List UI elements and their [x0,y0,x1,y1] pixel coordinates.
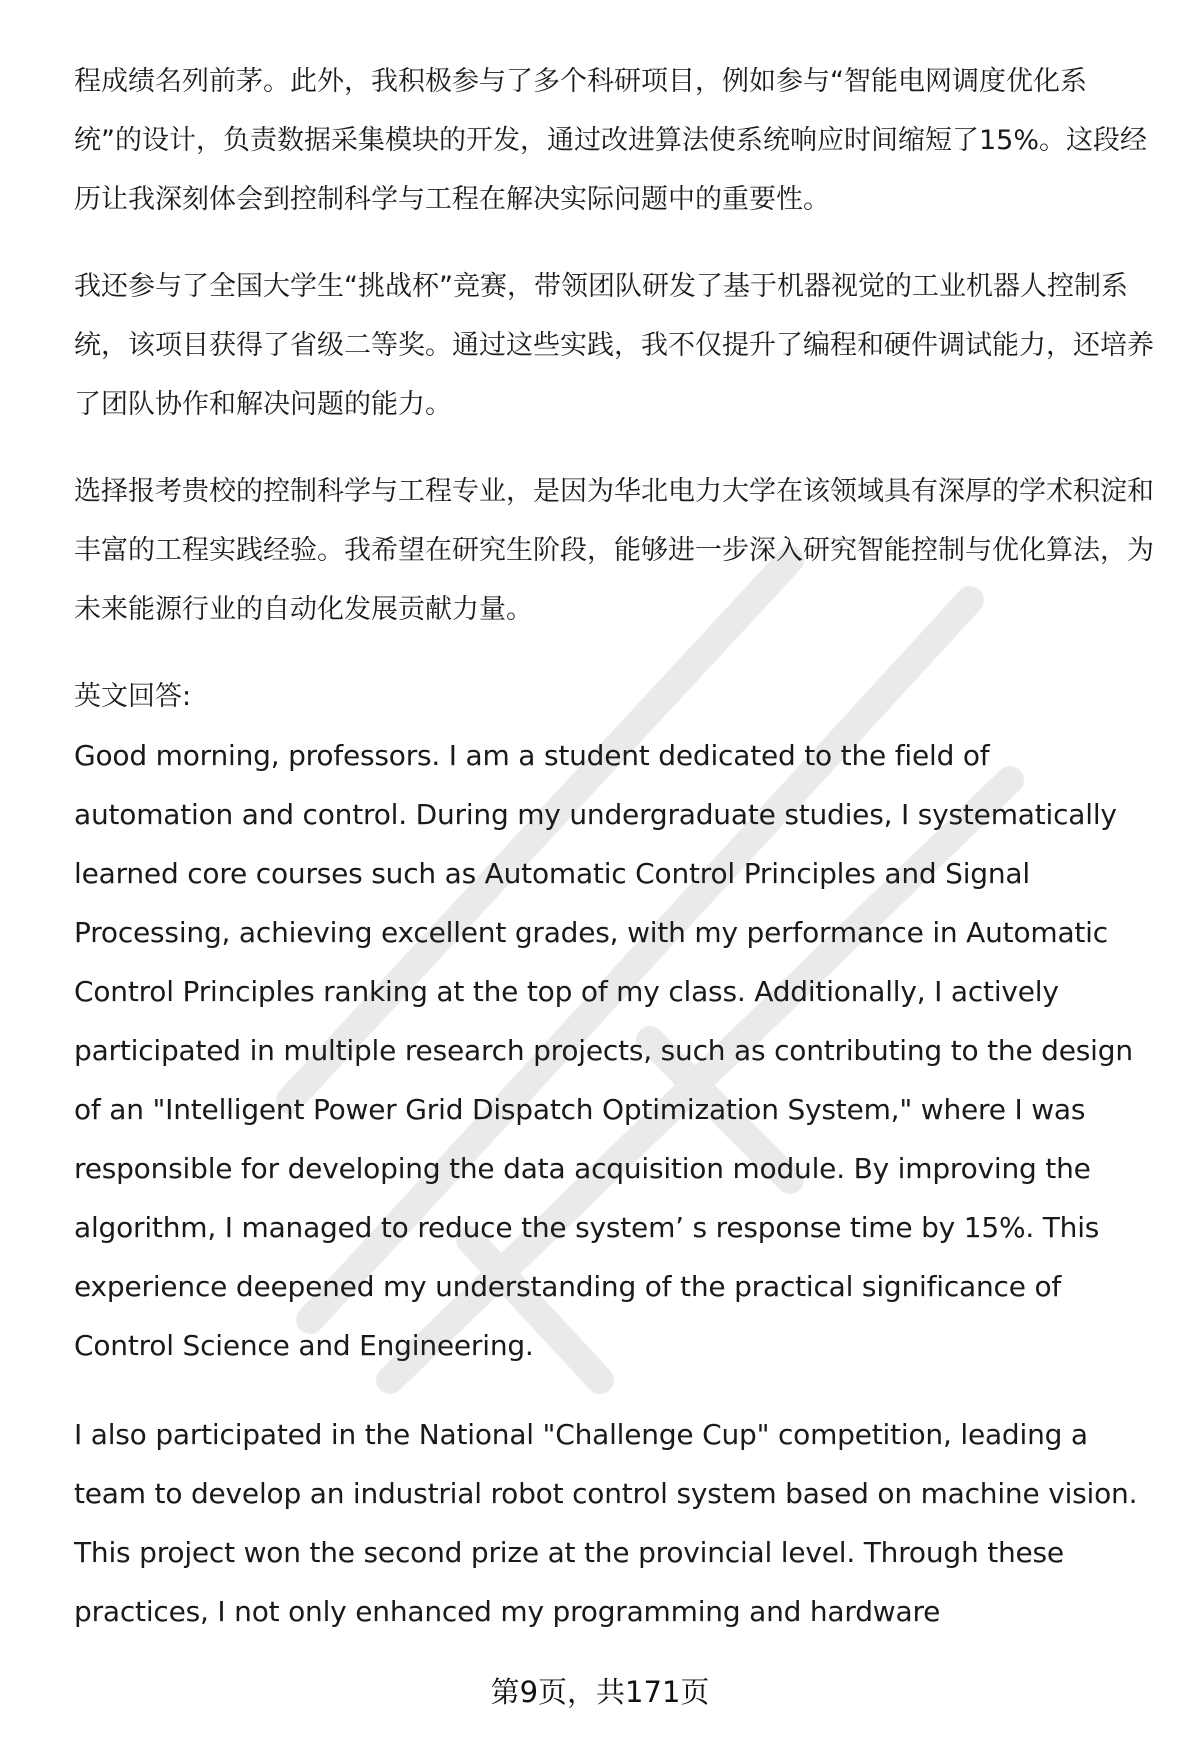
english-answer-label: 英文回答: [74,681,192,712]
paragraph-cn-3: 选择报考贵校的控制科学与工程专业，是因为华北电力大学在该领域具有深厚的学术积淀和丰富的工程实践经验。我希望在研究生阶段，能够进一步深入研究智能控制与优化算法，为未来能源行业的自动化发展贡献力量。 [74,476,1154,625]
paragraph-en-1: Good morning, professors. I am a student dedicated to the field of automation and control. During my undergraduate studies, I systematically learned core courses such as Automatic Control Principles and Signal Processing, achieving excellent grades, with my performance in Automatic Control Principles ranking at the top of my class. Additionally, I actively participated in multiple research projects, such as contributing to the design of an "Intelligent Power Grid Dispatch Optimization System," where I was responsible for developing the data acquisition module. By improving the algorithm, I managed to reduce the system’ s response time by 15%. This experience deepened my understanding of the practical significance of Control Science and Engineering. [74,739,1133,1362]
paragraph-cn-2: 我还参与了全国大学生“挑战杯”竞赛，带领团队研发了基于机器视觉的工业机器人控制系统，该项目获得了省级二等奖。通过这些实践，我不仅提升了编程和硬件调试能力，还培养了团队协作和解决问题的能力。 [74,271,1154,420]
paragraph-cn-1: 程成绩名列前茅。此外，我积极参与了多个科研项目，例如参与“智能电网调度优化系统”的设计，负责数据采集模块的开发，通过改进算法使系统响应时间缩短了15%。这段经历让我深刻体会到控制科学与工程在解决实际问题中的重要性。 [74,66,1147,215]
page-number: 第9页，共171页 [490,1675,710,1709]
document-page [74,52,1154,1641]
paragraph-en-2: I also participated in the National "Challenge Cup" competition, leading a team to develop an industrial robot control system based on machine vision. This project won the second prize at the provincial level. Through these practices, I not only enhanced my programming and hardware [74,1418,1138,1628]
